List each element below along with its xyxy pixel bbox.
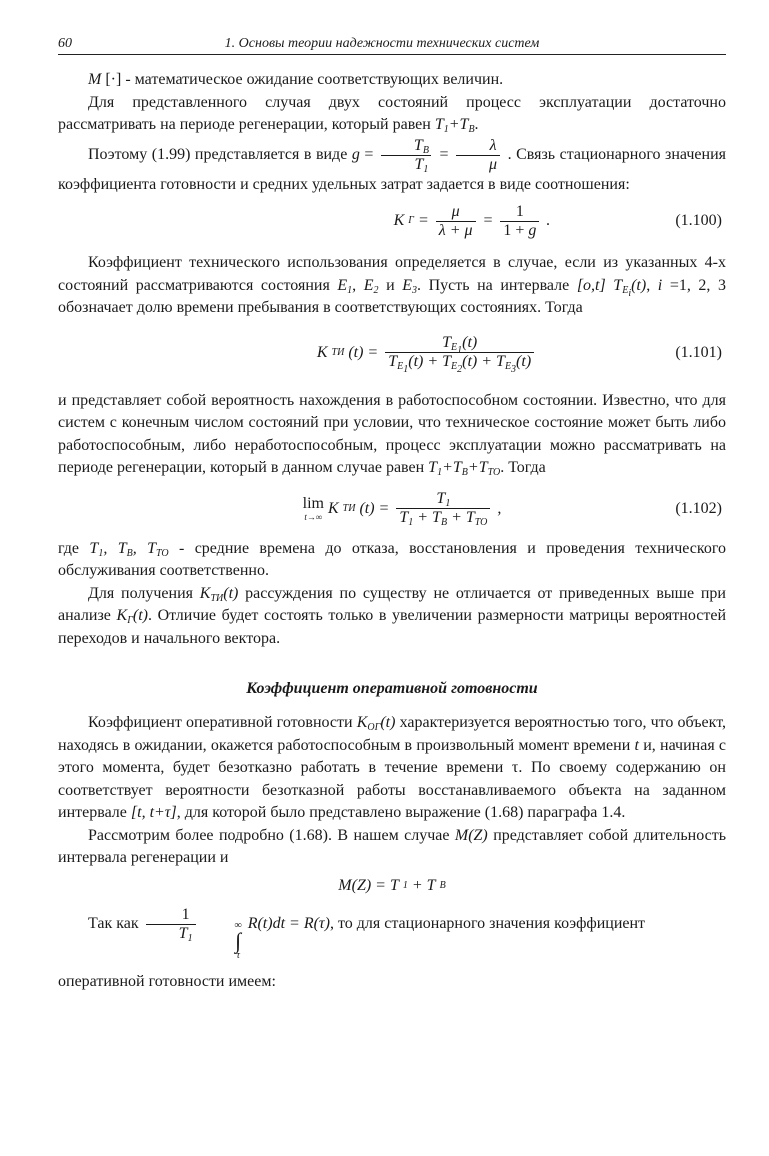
- equation-1-100: K Г = $\frac{\mu}{\lambda + \mu}$ = $\frac{1}{1 + g}$ . (1.100): [393, 202, 722, 239]
- running-header: [58, 36, 726, 55]
- paragraph-expectation: M [·] - математическое ожидание соответствующих величин.: [88, 71, 504, 88]
- section-heading: Коэффициент оперативной готовности: [246, 680, 538, 697]
- paragraph-operational-readiness: Коэффициент оперативной готовности $K_{ОГ}(t)$ характеризуется вероятностью того, что объект, находясь в ожидании, окажется работоспособным в произвольный момент времени t и, начиная с этого момента, будет безотказно работать в течение времени τ. По своему содержанию он соответствует вероятности безотказной работы восстанавливаемого объекта на заданном интервале [t, t+τ], для которой было представлено выражение (1.68) параграфа 1.4.: [58, 714, 727, 821]
- paragraph-consider: Рассмотрим более подробно (1.68). В нашем случае M(Z) представляет собой длительность интервала регенерации и: [58, 826, 727, 866]
- equation-number: (1.101): [675, 343, 722, 361]
- page: [58, 36, 726, 993]
- fraction-lambda-mu: $\frac{\lambda}{\mu}$: [456, 137, 500, 174]
- page-number: 60: [58, 36, 72, 51]
- paragraph-probability: и представляет собой вероятность нахождения в работоспособном состоянии. Известно, что для систем с конечным числом состояний при условии, что техническое состояние может быть либо работоспособным, либо неработоспособным, процесс эксплуатации можно рассматривать на периоде регенерации, который в данном случае равен $T_1+T_B+T_{TO}$. Тогда: [58, 391, 726, 478]
- running-title: 1. Основы теории надежности технических систем: [224, 36, 540, 51]
- equation-1-102: lim t→∞ K ТИ (t) = $\frac{T_1}{T_1 + T_B + T_{TO}}$ , (1.102): [302, 490, 722, 528]
- paragraph-representation: Поэтому (1.99) представляется в виде g = $\frac{T_B}{T_1}$ = $\frac{\lambda}{\mu}$ . Связь стационарного значения коэффициента готовности и средних удельных затрат задается в виде соотношения:: [58, 136, 727, 193]
- paragraph-where: где $T_1$, $T_B$, $T_{TO}$ - средние времена до отказа, восстановления и проведения технического обслуживания соответственно.: [58, 539, 727, 579]
- equation-1-101: K ТИ (t) = $\frac{T_{E_1}(t)}{T_{E_1}(t) + T_{E_2}(t) + T_{E_3}(t)}$ (1.101): [316, 334, 722, 375]
- equation-number: (1.102): [675, 499, 722, 517]
- paragraph-since: Так как $\frac{1}{T_1}$ ∞ ∫ τ R(t)dt = R(τ), то для стационарного значения коэффициент: [88, 905, 646, 961]
- equation-number: (1.100): [675, 212, 722, 229]
- equation-mz: M(Z) = T 1 + T B: [338, 876, 446, 894]
- paragraph-we-have: оперативной готовности имеем:: [58, 972, 276, 990]
- paragraph-obtaining: Для получения $K_{ТИ}(t)$ рассуждения по существу не отличается от приведенных выше при анализе $K_Г(t)$. Отличие будет состоять только в увеличении размерности матрицы вероятностей переходов и начального вектора.: [58, 584, 727, 647]
- paragraph-technical-use: Коэффициент технического использования определяется в случае, если из указанных 4-х состояний рассматриваются состояния $E_1$, $E_2$ и $E_3$. Пусть на интервале [o,t] $T_{E_i}(t)$, i =1, 2, 3 обозначает долю времени пребывания в соответствующих состояниях. Тогда: [58, 254, 726, 316]
- fraction-tb-t1: $\frac{T_B}{T_1}$: [381, 137, 432, 174]
- paragraph-regeneration: Для представленного случая двух состояний процесс эксплуатации достаточно рассматривать на периоде регенерации, который равен $T_1+T_B$.: [58, 93, 726, 135]
- integral-sign: ∞ ∫ τ: [234, 919, 242, 961]
